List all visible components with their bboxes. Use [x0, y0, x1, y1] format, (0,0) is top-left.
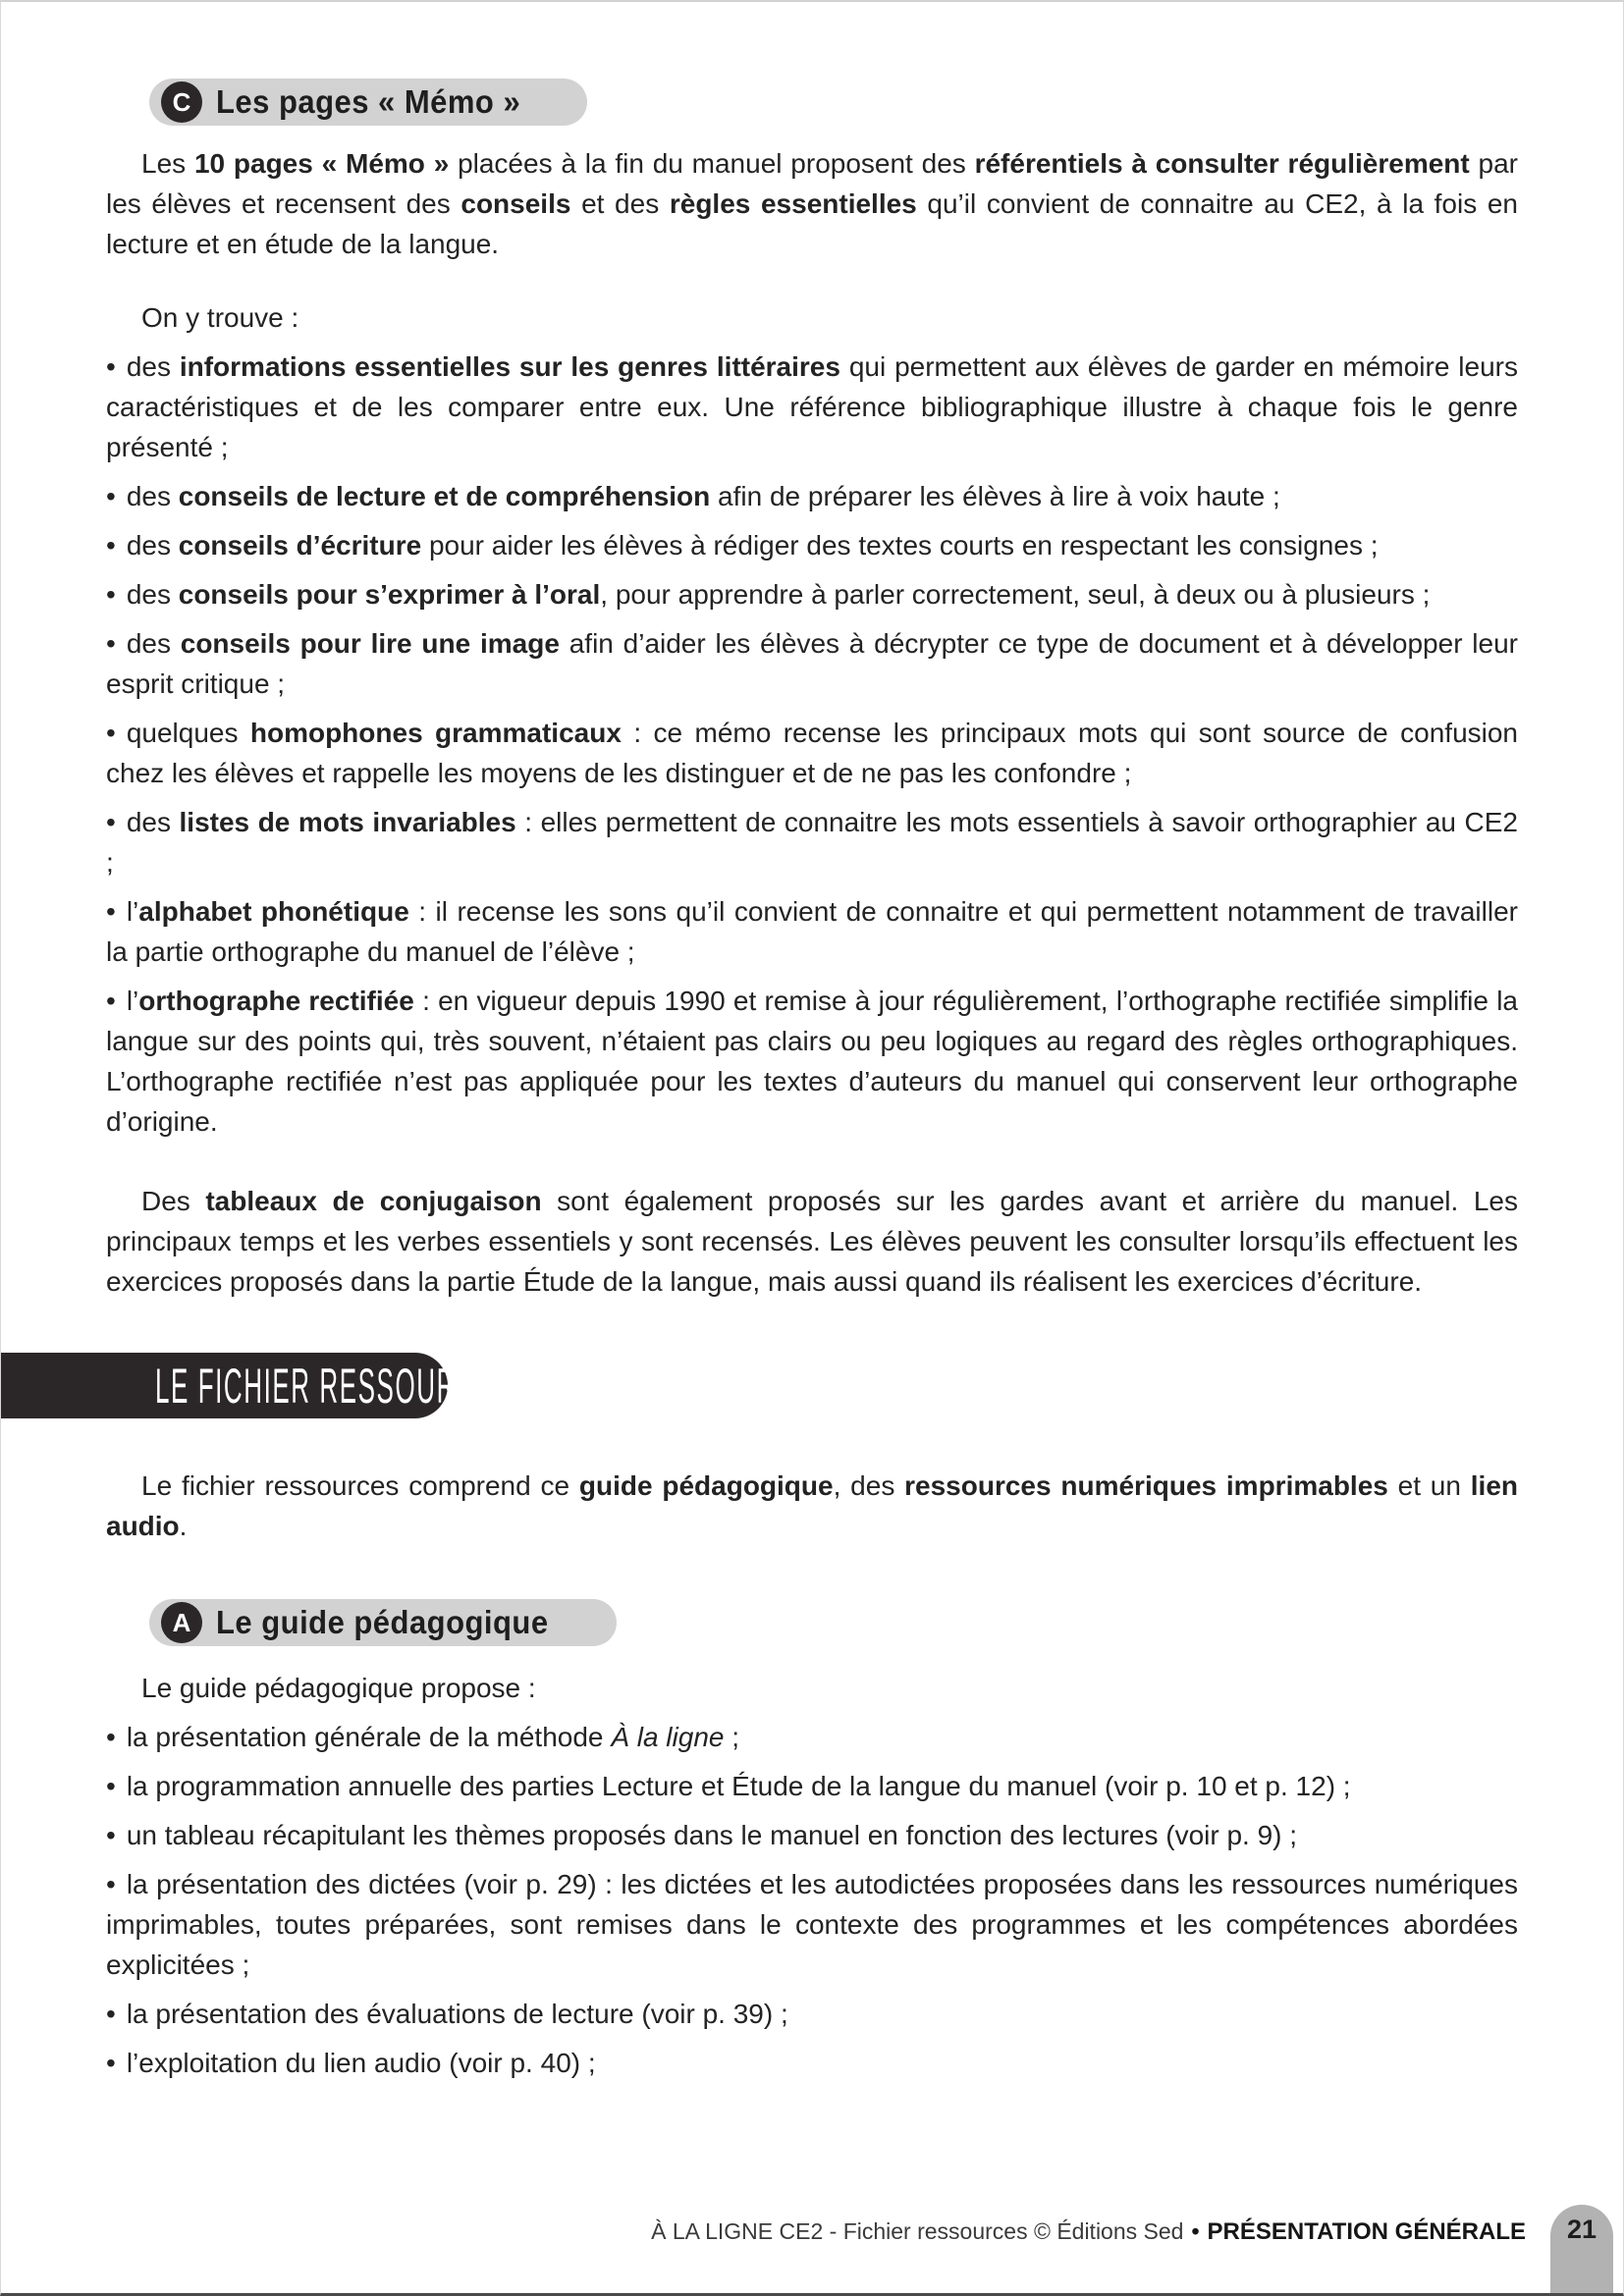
- bullet-icon: •: [106, 579, 116, 610]
- bullet-item: [106, 1994, 1518, 2034]
- bullet-text: l’exploitation du lien audio (voir p. 40) ;: [126, 2048, 596, 2078]
- bullet-text: la présentation des évaluations de lecture (voir p. 39) ;: [126, 1999, 788, 2029]
- footer-section-title: PRÉSENTATION GÉNÉRALE: [1207, 2218, 1526, 2245]
- bullet-text: quelques homophones grammaticaux : ce mémo recense les principaux mots qui sont source de confusion chez les élèves et rappelle les moyens de les distinguer et de ne pas les confondre ;: [106, 718, 1519, 788]
- page-footer: [651, 2218, 1526, 2246]
- bullet-icon: •: [106, 1999, 116, 2029]
- bullet-icon: •: [106, 1722, 116, 1752]
- bullet-item: [106, 1766, 1518, 1806]
- bullet-icon: •: [106, 807, 116, 837]
- bullet-text: la programmation annuelle des parties Lecture et Étude de la langue du manuel (voir p. 10 et p. 12) ;: [126, 1771, 1351, 1801]
- resources-intro-paragraph: Le fichier ressources comprend ce guide pédagogique, des ressources numériques imprimables et un lien audio.: [106, 1470, 1518, 1541]
- bullet-text: des conseils de lecture et de compréhension afin de préparer les élèves à lire à voix haute ;: [126, 481, 1280, 511]
- bullet-icon: •: [106, 628, 116, 659]
- bullet-item: [106, 1815, 1518, 1855]
- guide-bullet-list: [106, 1717, 1518, 2083]
- resources-banner-title: LE FICHIER RESSOURCES: [155, 1358, 514, 1414]
- bullet-item: [106, 347, 1518, 467]
- bullet-icon: •: [106, 1771, 116, 1801]
- bullet-icon: •: [106, 530, 116, 561]
- bullet-text: la présentation générale de la méthode À la ligne ;: [126, 1722, 740, 1752]
- bullet-item: [106, 623, 1518, 704]
- bullet-text: des informations essentielles sur les genres littéraires qui permettent aux élèves de garder en mémoire leurs caractéristiques et de les comparer entre eux. Une référence bibliographique illustre à chaque fois le genre présenté ;: [106, 351, 1518, 462]
- memo-intro-paragraph: Les 10 pages « Mémo » placées à la fin du manuel proposent des référentiels à consulter régulièrement par les élèves et recensent des conseils et des règles essentielles qu’il convient de connaitre au CE2, à la fois en lecture et en étude de la langue.: [106, 148, 1518, 259]
- bullet-item: [106, 476, 1518, 516]
- bullet-icon: •: [106, 896, 116, 927]
- bullet-text: des conseils pour s’exprimer à l’oral, pour apprendre à parler correctement, seul, à deux ou à plusieurs ;: [126, 579, 1431, 610]
- badge-letter-c: C: [161, 81, 202, 123]
- badge-title-memo: Les pages « Mémo »: [216, 83, 521, 120]
- resources-banner: [1, 1353, 514, 1418]
- bullet-item: [106, 2043, 1518, 2083]
- bullet-item: [106, 713, 1518, 793]
- memo-bullet-list: [106, 347, 1518, 1142]
- bullet-text: la présentation des dictées (voir p. 29) : les dictées et les autodictées proposées dans les ressources numériques imprimables, toutes préparées, sont remises dans le contexte des programmes et les compétences abordées explicitées ;: [106, 1869, 1518, 1980]
- page-number: 21: [1566, 2215, 1597, 2244]
- bullet-text: des conseils d’écriture pour aider les élèves à rédiger des textes courts en respectant les consignes ;: [126, 530, 1379, 561]
- guide-intro-line: Le guide pédagogique propose :: [141, 1673, 536, 1703]
- bullet-item: [106, 891, 1518, 972]
- bullet-text: un tableau récapitulant les thèmes proposés dans le manuel en fonction des lectures (voir p. 9) ;: [126, 1820, 1298, 1850]
- bullet-text: des listes de mots invariables : elles permettent de connaitre les mots essentiels à savoir orthographier au CE2 ;: [106, 807, 1518, 878]
- footer-separator-icon: •: [1191, 2218, 1200, 2244]
- bullet-icon: •: [106, 351, 116, 382]
- bullet-item: [106, 574, 1518, 614]
- footer-book-title: À LA LIGNE CE2 - Fichier ressources © Éditions Sed: [651, 2218, 1184, 2244]
- bullet-text: l’orthographe rectifiée : en vigueur depuis 1990 et remise à jour régulièrement, l’orthographe rectifiée simplifie la langue sur des points qui, très souvent, n’étaient pas clairs ou peu logiques au regard des règles orthographiques. L’orthographe rectifiée n’est pas appliquée pour les textes d’auteurs du manuel qui conservent leur orthographe d’origine.: [106, 986, 1519, 1137]
- section-badge-guide: [149, 1599, 617, 1646]
- bullet-icon: •: [106, 718, 116, 748]
- badge-title-guide: Le guide pédagogique: [216, 1604, 549, 1640]
- bullet-item: [106, 802, 1518, 882]
- bullet-item: [106, 1864, 1518, 1985]
- bullet-text: l’alphabet phonétique : il recense les sons qu’il convient de connaitre et qui permettent notamment de travailler la partie orthographe du manuel de l’élève ;: [106, 896, 1518, 967]
- bullet-item: [106, 1717, 1518, 1757]
- page-number-tab: [1550, 2205, 1613, 2293]
- bullet-icon: •: [106, 1820, 116, 1850]
- bullet-icon: •: [106, 481, 116, 511]
- memo-closing-paragraph: Des tableaux de conjugaison sont également proposés sur les gardes avant et arrière du manuel. Les principaux temps et les verbes essentiels y sont recensés. Les élèves peuvent les consulter lorsqu’ils effectuent les exercices proposés dans la partie Étude de la langue, mais aussi quand ils réalisent les exercices d’écriture.: [106, 1186, 1518, 1297]
- bullet-icon: •: [106, 2048, 116, 2078]
- memo-list-lead: On y trouve :: [141, 302, 299, 333]
- section-badge-memo: [149, 79, 587, 126]
- bullet-icon: •: [106, 1869, 116, 1899]
- page-content: [1, 2, 1623, 2083]
- badge-letter-a: A: [161, 1602, 202, 1643]
- bullet-item: [106, 981, 1518, 1142]
- bullet-item: [106, 525, 1518, 565]
- bullet-text: des conseils pour lire une image afin d’aider les élèves à décrypter ce type de document et à développer leur esprit critique ;: [106, 628, 1518, 699]
- bullet-icon: •: [106, 986, 116, 1016]
